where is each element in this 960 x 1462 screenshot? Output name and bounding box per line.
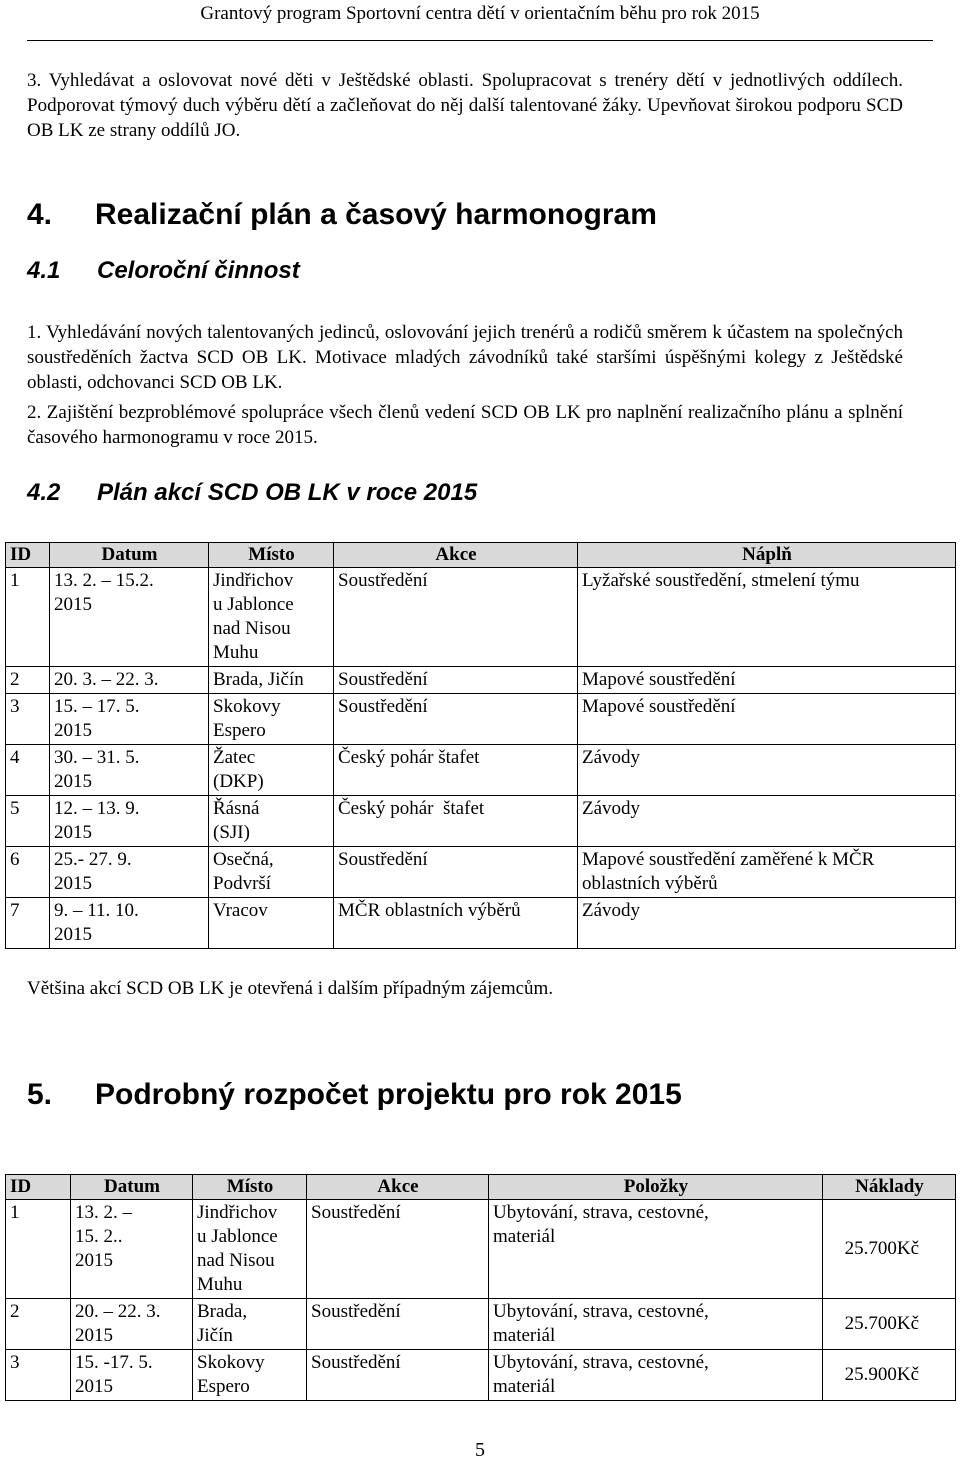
events-cell-content: Mapové soustředění [578,667,956,694]
events-header-date: Datum [50,543,209,568]
events-cell-place: Osečná, Podvrší [209,847,334,898]
budget-header-items: Položky [489,1175,823,1200]
budget-header-event: Akce [307,1175,489,1200]
events-table-header-row [6,543,956,568]
budget-cell-items: Ubytování, strava, cestovné, materiál [489,1350,823,1401]
budget-cell-cost: 25.700Kč [823,1200,956,1299]
events-cell-event: Soustředění [334,667,578,694]
budget-cell-id: 1 [6,1200,71,1299]
activity-item-2: 2. Zajištění bezproblémové spolupráce všech členů vedení SCD OB LK pro naplnění realizačního plánu a splnění časového harmonogramu v roce 2015. [27,402,903,448]
events-table [5,542,956,949]
events-cell-id: 4 [6,745,50,796]
budget-cell-event: Soustředění [307,1350,489,1401]
section-4-2-title: Plán akcí SCD OB LK v roce 2015 [97,479,478,506]
events-cell-date: 13. 2. – 15.2. 2015 [50,568,209,667]
events-header-id: ID [6,543,50,568]
events-cell-id: 5 [6,796,50,847]
page-number: 5 [475,1439,485,1461]
events-cell-date: 30. – 31. 5. 2015 [50,745,209,796]
events-cell-place: Jindřichov u Jablonce nad Nisou Muhu [209,568,334,667]
events-cell-content: Závody [578,796,956,847]
events-cell-event: Soustředění [334,694,578,745]
section-5-number: 5. [27,1078,53,1111]
events-cell-content: Mapové soustředění [578,694,956,745]
events-cell-place: Řásná (SJI) [209,796,334,847]
budget-cell-place: Skokovy Espero [193,1350,307,1401]
table-row [6,796,956,847]
header-rule [27,40,933,41]
budget-cell-date: 20. – 22. 3. 2015 [71,1299,193,1350]
events-cell-place: Brada, Jičín [209,667,334,694]
activity-item-1: 1. Vyhledávání nových talentovaných jedinců, oslovování jejich trenérů a rodičů směrem k účastem na společných soustředěních žactva SCD OB LK. Motivace mladých závodníků také staršími úspěšnými kolegy z Ještědské oblasti, odchovanci SCD OB LK. [27,322,903,393]
intro-paragraph: 3. Vyhledávat a oslovovat nové děti v Ještědské oblasti. Spolupracovat s trenéry dětí v jednotlivých oddílech. Podporovat týmový duch výběru dětí a začleňovat do něj další talentované žáky. Upevňovat širokou podporu SCD OB LK ze strany oddílů JO. [27,70,903,141]
budget-cell-place: Brada, Jičín [193,1299,307,1350]
events-cell-content: Závody [578,745,956,796]
events-cell-id: 6 [6,847,50,898]
events-cell-id: 7 [6,898,50,949]
table-row [6,898,956,949]
table-row [6,568,956,667]
section-4-1-number: 4.1 [27,257,61,284]
table-row [6,1299,956,1350]
budget-header-costs: Náklady [823,1175,956,1200]
table-row [6,694,956,745]
table-row [6,847,956,898]
events-cell-event: MČR oblastních výběrů [334,898,578,949]
events-header-event: Akce [334,543,578,568]
section-4-2-number: 4.2 [27,479,61,506]
budget-cell-id: 2 [6,1299,71,1350]
section-5-title: Podrobný rozpočet projektu pro rok 2015 [95,1078,682,1111]
table-row [6,1200,956,1299]
events-cell-content: Mapové soustředění zaměřené k MČR oblastních výběrů [578,847,956,898]
budget-cell-cost: 25.700Kč [823,1299,956,1350]
budget-table-header-row [6,1175,956,1200]
budget-table [5,1174,956,1401]
budget-cell-date: 15. -17. 5. 2015 [71,1350,193,1401]
events-header-content: Náplň [578,543,956,568]
events-cell-event: Soustředění [334,847,578,898]
events-cell-date: 25.- 27. 9. 2015 [50,847,209,898]
events-cell-date: 15. – 17. 5. 2015 [50,694,209,745]
section-4-title: Realizační plán a časový harmonogram [95,198,657,231]
events-cell-date: 9. – 11. 10. 2015 [50,898,209,949]
events-cell-event: Soustředění [334,568,578,667]
section-4-2-heading [27,478,477,508]
budget-header-place: Místo [193,1175,307,1200]
events-header-place: Místo [209,543,334,568]
budget-header-date: Datum [71,1175,193,1200]
budget-cell-date: 13. 2. – 15. 2.. 2015 [71,1200,193,1299]
events-cell-id: 3 [6,694,50,745]
budget-cell-items: Ubytování, strava, cestovné, materiál [489,1299,823,1350]
events-cell-content: Lyžařské soustředění, stmelení týmu [578,568,956,667]
budget-cell-place: Jindřichov u Jablonce nad Nisou Muhu [193,1200,307,1299]
events-cell-event: Český pohár štafet [334,796,578,847]
events-cell-content: Závody [578,898,956,949]
events-cell-date: 20. 3. – 22. 3. [50,667,209,694]
events-cell-id: 2 [6,667,50,694]
budget-cell-event: Soustředění [307,1299,489,1350]
budget-cell-id: 3 [6,1350,71,1401]
section-4-number: 4. [27,198,53,231]
section-4-1-title: Celoroční činnost [97,257,300,284]
events-cell-event: Český pohár štafet [334,745,578,796]
table-row [6,667,956,694]
budget-cell-items: Ubytování, strava, cestovné, materiál [489,1200,823,1299]
events-cell-date: 12. – 13. 9. 2015 [50,796,209,847]
budget-header-id: ID [6,1175,71,1200]
running-header: Grantový program Sportovní centra dětí v orientačním běhu pro rok 2015 [200,3,760,24]
events-cell-place: Skokovy Espero [209,694,334,745]
table-row [6,745,956,796]
events-cell-id: 1 [6,568,50,667]
section-4-heading [27,197,657,233]
events-cell-place: Žatec (DKP) [209,745,334,796]
budget-cell-event: Soustředění [307,1200,489,1299]
budget-cell-cost: 25.900Kč [823,1350,956,1401]
events-cell-place: Vracov [209,898,334,949]
table-row [6,1350,956,1401]
section-4-1-heading [27,256,300,286]
section-5-heading [27,1077,682,1113]
events-note: Většina akcí SCD OB LK je otevřená i dalším případným zájemcům. [27,978,554,999]
